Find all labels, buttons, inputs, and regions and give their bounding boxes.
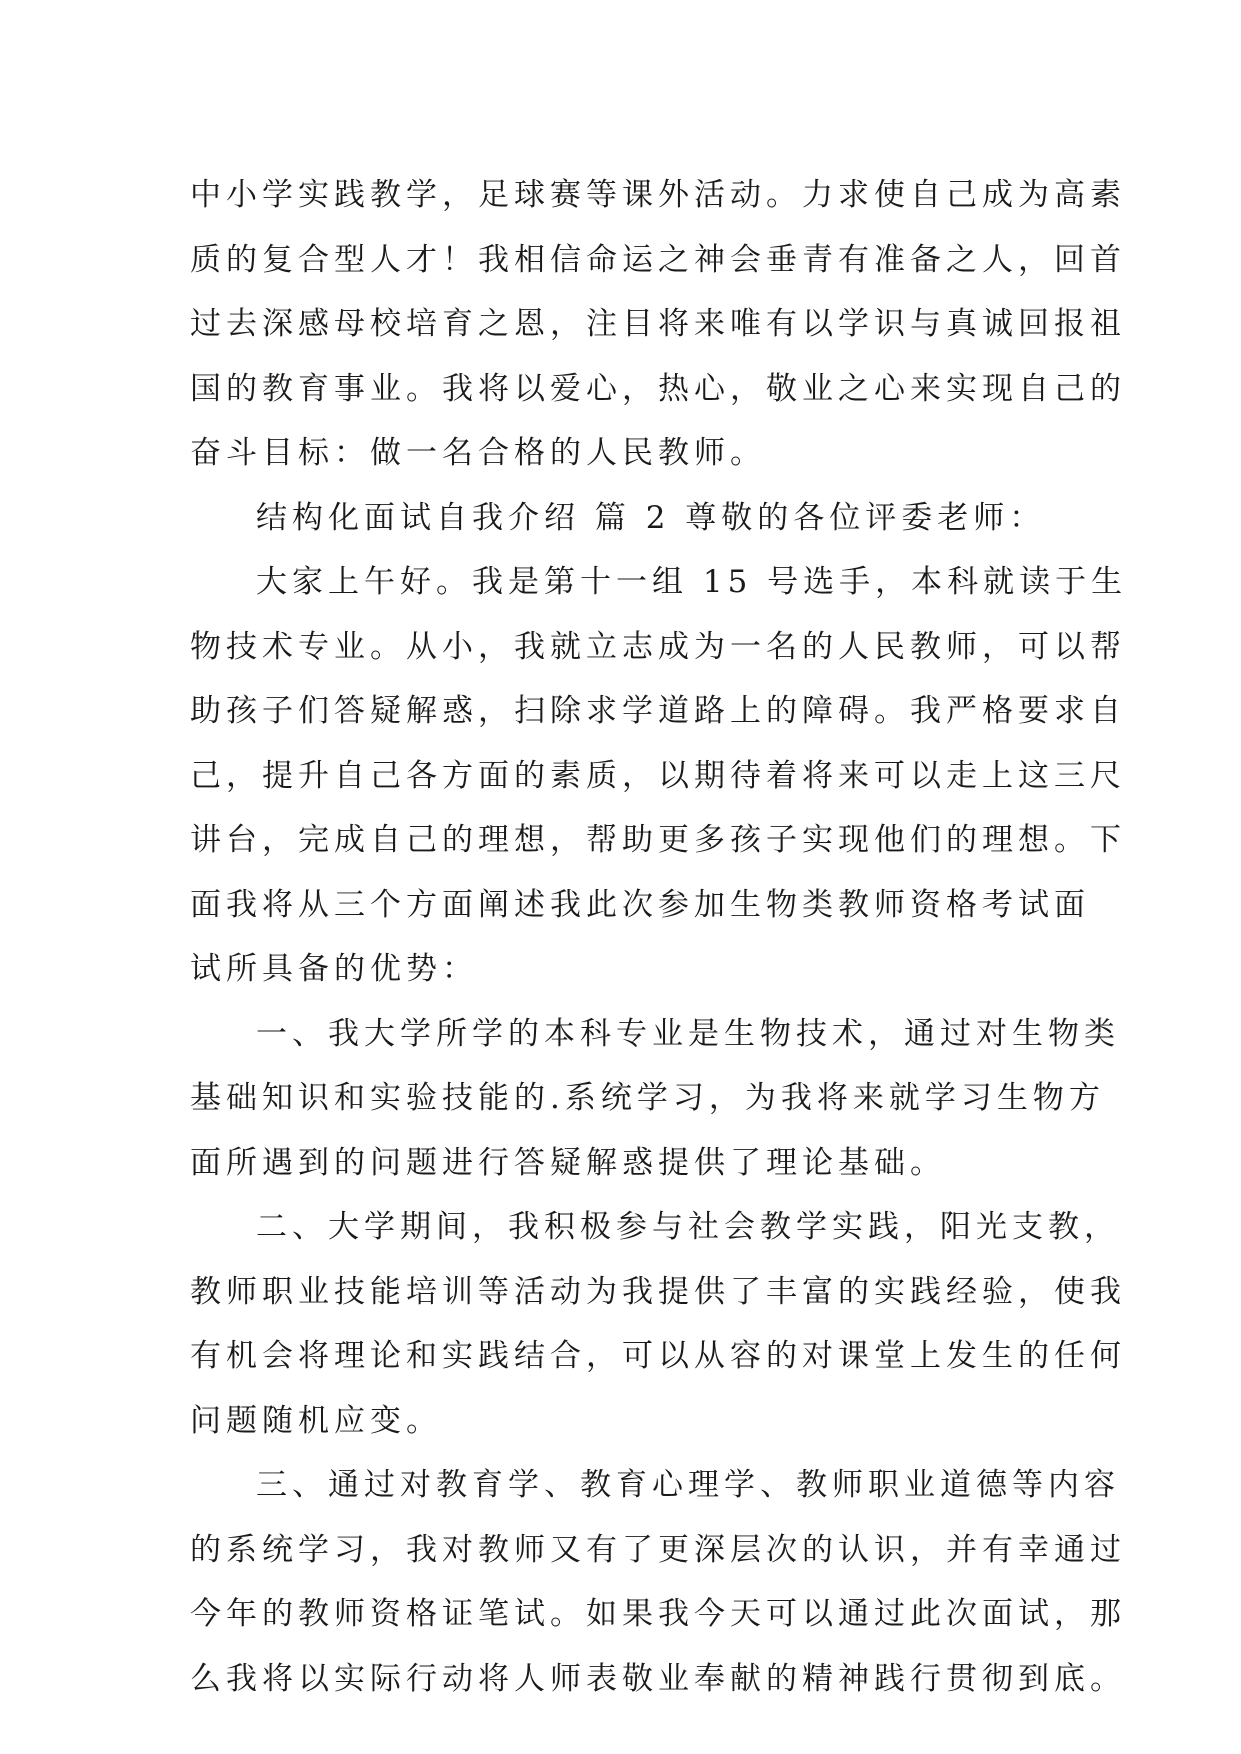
text-line: 的系统学习，我对教师又有了更深层次的认识，并有幸通过 bbox=[190, 1531, 1126, 1568]
text-line: 二、大学期间，我积极参与社会教学实践，阳光支教， bbox=[256, 1209, 1120, 1245]
paragraph-point-three bbox=[190, 1453, 1126, 1711]
text-line: 己，提升自己各方面的素质，以期待着将来可以走上这三尺 bbox=[190, 757, 1126, 794]
text-line: 奋斗目标：做一名合格的人民教师。 bbox=[190, 435, 766, 471]
text-line: 基础知识和实验技能的.系统学习，为我将来就学习生物方 bbox=[190, 1080, 1105, 1116]
text-line: 讲台，完成自己的理想，帮助更多孩子实现他们的理想。下 bbox=[190, 822, 1126, 858]
section-heading bbox=[190, 486, 1050, 551]
text-line: 面所遇到的问题进行答疑解惑提供了理论基础。 bbox=[190, 1144, 946, 1181]
text-line: 试所具备的优势： bbox=[190, 951, 478, 987]
text-line: 问题随机应变。 bbox=[190, 1402, 442, 1439]
paragraph-point-one bbox=[190, 1002, 1120, 1196]
text-line: 国的教育事业。我将以爱心，热心，敬业之心来实现自己的 bbox=[190, 370, 1126, 407]
document-page bbox=[190, 163, 1128, 1711]
paragraph-continuation bbox=[190, 163, 1126, 486]
text-line: 教师职业技能培训等活动为我提供了丰富的实践经验，使我 bbox=[190, 1273, 1126, 1310]
text-line: 今年的教师资格证笔试。如果我今天可以通过此次面试，那 bbox=[190, 1596, 1126, 1632]
text-line: 中小学实践教学，足球赛等课外活动。力求使自己成为高素 bbox=[190, 177, 1126, 213]
paragraph-greeting bbox=[190, 550, 1128, 1002]
text-line: 面我将从三个方面阐述我此次参加生物类教师资格考试面 bbox=[190, 886, 1090, 923]
text-line: 三、通过对教育学、教育心理学、教师职业道德等内容 bbox=[256, 1467, 1120, 1503]
text-line: 过去深感母校培育之恩，注目将来唯有以学识与真诚回报祖 bbox=[190, 306, 1126, 342]
text-line: 大家上午好。我是第十一组 15 号选手，本科就读于生 bbox=[256, 564, 1128, 600]
text-line: 质的复合型人才！我相信命运之神会垂青有准备之人，回首 bbox=[190, 241, 1126, 278]
text-line: 物技术专业。从小，我就立志成为一名的人民教师，可以帮 bbox=[190, 628, 1126, 665]
text-line: 有机会将理论和实践结合，可以从容的对课堂上发生的任何 bbox=[190, 1338, 1126, 1374]
heading-line: 结构化面试自我介绍 篇 2 尊敬的各位评委老师： bbox=[256, 499, 1046, 536]
text-line: 么我将以实际行动将人师表敬业奉献的精神践行贯彻到底。 bbox=[190, 1660, 1126, 1697]
text-line: 助孩子们答疑解惑，扫除求学道路上的障碍。我严格要求自 bbox=[190, 693, 1126, 729]
text-line: 一、我大学所学的本科专业是生物技术，通过对生物类 bbox=[256, 1015, 1120, 1052]
paragraph-point-two bbox=[190, 1195, 1126, 1453]
